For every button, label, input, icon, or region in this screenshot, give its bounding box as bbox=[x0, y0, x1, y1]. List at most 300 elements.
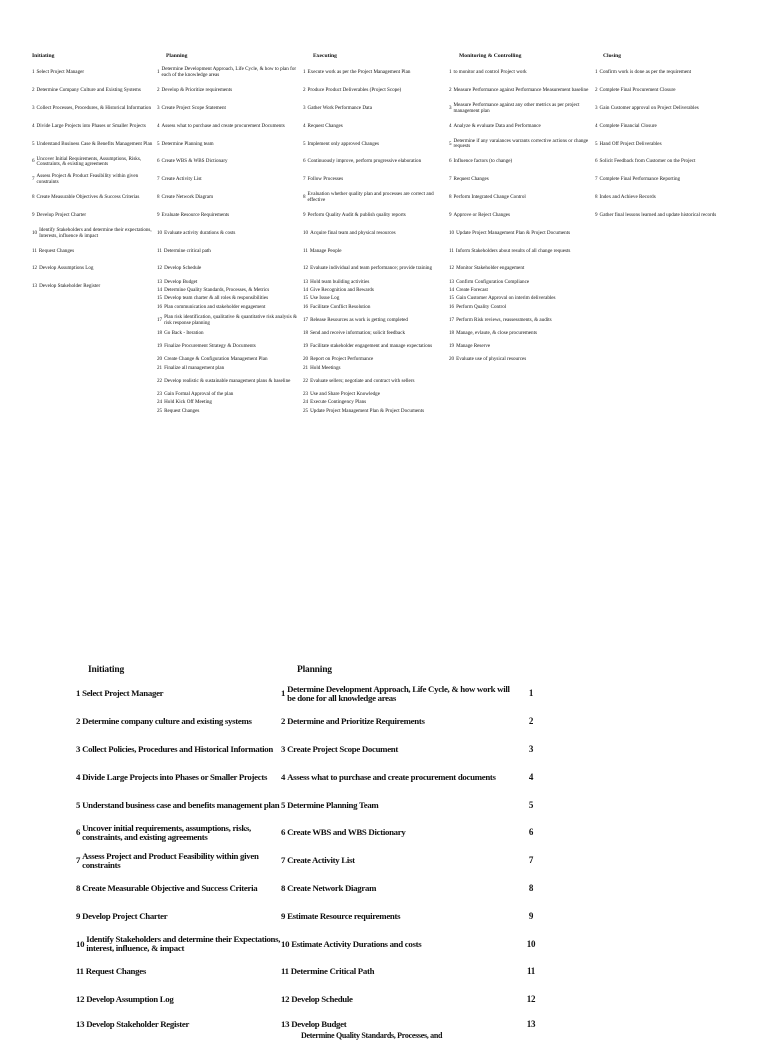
item-number: 8 bbox=[281, 882, 286, 893]
item-text: Evaluate use of physical resources bbox=[456, 356, 527, 363]
item-number: 6 bbox=[281, 827, 286, 838]
table-cell bbox=[157, 242, 303, 260]
table-cell bbox=[595, 153, 755, 171]
item-number: 10 bbox=[76, 938, 85, 949]
item-number: 20 bbox=[303, 356, 309, 363]
table-cell bbox=[303, 189, 449, 207]
table-cell bbox=[157, 100, 303, 118]
table-cell bbox=[303, 260, 449, 278]
table-cell bbox=[595, 100, 755, 118]
row-number: 2 bbox=[528, 716, 534, 727]
table-row bbox=[76, 986, 546, 1014]
item-number: 8 bbox=[303, 194, 306, 201]
table-cell bbox=[303, 373, 449, 391]
item-text: Complete Final Procurement Closure bbox=[599, 86, 676, 93]
table-cell bbox=[303, 82, 449, 100]
item-text: Request Changes bbox=[453, 176, 489, 183]
item-number: 9 bbox=[595, 211, 598, 218]
item-number: 9 bbox=[449, 211, 452, 218]
item-text: Develop Schedule bbox=[164, 265, 202, 272]
item-number: 19 bbox=[303, 343, 309, 350]
table-cell bbox=[157, 135, 303, 153]
table-cell bbox=[303, 242, 449, 260]
table-cell bbox=[157, 312, 303, 330]
table-cell bbox=[157, 330, 303, 338]
item-text: Request Changes bbox=[164, 407, 200, 414]
item-number: 7 bbox=[76, 855, 81, 866]
item-text: Evaluate individual and team performance; provide training bbox=[310, 265, 433, 272]
item-number: 6 bbox=[157, 158, 160, 165]
item-text: Inform Stakeholders about results of all change requests bbox=[455, 247, 571, 254]
item-number: 6 bbox=[449, 158, 452, 165]
item-number: 20 bbox=[449, 356, 455, 363]
item-text: Request Changes bbox=[38, 247, 75, 254]
process-group-columns bbox=[26, 48, 766, 416]
item-number: 8 bbox=[449, 194, 452, 201]
table-cell bbox=[26, 100, 157, 118]
item-number: 13 bbox=[449, 278, 455, 285]
cutoff-row-text: Determine Quality Standards, Processes, and bbox=[301, 1030, 443, 1040]
table-cell bbox=[157, 225, 303, 243]
table-cell bbox=[157, 356, 303, 364]
table-cell bbox=[449, 260, 595, 278]
item-text: Index and Achieve Records bbox=[599, 194, 656, 201]
initiating-list bbox=[26, 64, 157, 296]
table-cell bbox=[449, 171, 595, 189]
item-number: 4 bbox=[281, 771, 286, 782]
item-text: Plan risk identification, qualitative & quantitative risk analysis & risk response planning bbox=[164, 314, 297, 326]
item-number: 11 bbox=[281, 966, 289, 977]
table-cell bbox=[26, 118, 157, 136]
item-number: 4 bbox=[303, 122, 306, 129]
item-number: 11 bbox=[157, 247, 162, 254]
item-number: 10 bbox=[157, 229, 163, 236]
item-text: Create Forecast bbox=[456, 286, 488, 293]
item-text: Give Recognition and Rewards bbox=[310, 286, 374, 293]
item-number: 7 bbox=[303, 176, 306, 183]
table-cell bbox=[26, 278, 157, 296]
item-number: 7 bbox=[281, 855, 286, 866]
table-cell bbox=[449, 312, 595, 330]
item-number: 8 bbox=[32, 194, 35, 201]
item-text: Develop Budget bbox=[291, 1019, 347, 1030]
item-number: 12 bbox=[449, 265, 455, 272]
item-number: 14 bbox=[303, 286, 309, 293]
table-cell bbox=[303, 287, 449, 295]
item-number: 16 bbox=[449, 303, 455, 310]
row-number: 3 bbox=[528, 743, 534, 754]
item-number: 18 bbox=[449, 329, 455, 336]
item-text: Approve or Reject Changes bbox=[453, 211, 510, 218]
table-cell bbox=[157, 390, 303, 398]
item-number: 4 bbox=[595, 122, 598, 129]
item-number: 25 bbox=[303, 407, 309, 414]
item-number: 2 bbox=[32, 86, 35, 93]
item-text: Go Back - Iteration bbox=[164, 329, 204, 336]
planning-cell bbox=[281, 763, 516, 791]
item-text: Request Changes bbox=[85, 966, 146, 977]
item-text: Determine company culture and existing systems bbox=[82, 716, 252, 727]
table-cell bbox=[449, 287, 595, 295]
table-cell bbox=[303, 118, 449, 136]
table-cell bbox=[449, 189, 595, 207]
table-cell bbox=[303, 338, 449, 356]
table-cell bbox=[449, 64, 595, 82]
item-text: Send and receive information; solicit feedback bbox=[310, 329, 405, 336]
item-text: Hold Meetings bbox=[310, 364, 341, 371]
item-number: 1 bbox=[76, 688, 81, 699]
table-row bbox=[76, 875, 546, 903]
table-cell bbox=[595, 171, 755, 189]
zoomed-rows bbox=[76, 680, 546, 1040]
table-cell bbox=[157, 407, 303, 415]
item-text: Implement only approved Changes bbox=[307, 140, 379, 147]
table-cell bbox=[449, 338, 595, 356]
item-number: 3 bbox=[281, 743, 286, 754]
table-cell bbox=[449, 118, 595, 136]
item-text: Select Project Manager bbox=[36, 69, 85, 76]
column-planning bbox=[157, 48, 303, 416]
item-number: 11 bbox=[449, 247, 454, 254]
initiating-cell bbox=[76, 986, 281, 1014]
table-cell bbox=[303, 171, 449, 189]
table-cell bbox=[157, 287, 303, 295]
item-text: Gain Customer Approval on interim deliverables bbox=[456, 295, 556, 302]
item-number: 6 bbox=[32, 158, 35, 165]
table-cell bbox=[26, 135, 157, 153]
item-text: Manage People bbox=[309, 247, 342, 254]
item-text: Develop & Prioritize requirements bbox=[161, 86, 233, 93]
item-text: Manage, evlaute, & close procurements bbox=[456, 329, 537, 336]
item-number: 14 bbox=[157, 286, 163, 293]
item-text: Determine Planning team bbox=[161, 140, 214, 147]
item-number: 5 bbox=[449, 140, 452, 147]
item-number: 10 bbox=[32, 229, 38, 236]
item-text: Gain Formal Approval of the plan bbox=[164, 390, 234, 397]
row-number: 4 bbox=[528, 771, 534, 782]
item-text: Hold Kick Off Meeting bbox=[164, 399, 212, 406]
item-text: Facilitate stakeholder engagement and manage expectations bbox=[310, 343, 433, 350]
item-number: 25 bbox=[157, 407, 163, 414]
item-text: Determine Quality Standards, Processes, & Metrics bbox=[164, 286, 270, 293]
planning-cell bbox=[281, 680, 516, 708]
table-row bbox=[76, 708, 546, 736]
item-text: Perform Integrated Change Control bbox=[453, 194, 526, 201]
planning-cell bbox=[281, 847, 516, 875]
item-text: Create Change & Configuration Management Plan bbox=[164, 356, 268, 363]
header-initiating: Initiating bbox=[32, 53, 55, 59]
table-row bbox=[76, 736, 546, 764]
row-number: 5 bbox=[528, 799, 534, 810]
item-text: Select Project Manager bbox=[82, 688, 164, 699]
column-initiating bbox=[26, 48, 157, 416]
initiating-cell bbox=[76, 930, 281, 958]
table-cell bbox=[595, 118, 755, 136]
item-text: Develop Schedule bbox=[291, 994, 353, 1005]
item-number: 21 bbox=[157, 364, 163, 371]
item-number: 6 bbox=[303, 158, 306, 165]
item-number: 19 bbox=[157, 343, 163, 350]
item-text: Determine Development Approach, Life Cycle, & how work will be done for all knowledge areas bbox=[287, 683, 510, 703]
item-text: Determine Company Culture and Existing Systems bbox=[36, 86, 141, 93]
item-text: Complete Final Performance Reporting bbox=[599, 176, 681, 183]
item-text: Estimate Activity Durations and costs bbox=[291, 938, 422, 949]
item-text: Facilitate Conflict Resolution bbox=[310, 303, 371, 310]
item-text: Perform Risk reviews, reassessments, & audits bbox=[456, 316, 552, 323]
executing-list bbox=[303, 64, 449, 416]
item-number: 5 bbox=[76, 799, 81, 810]
item-number: 10 bbox=[281, 938, 290, 949]
item-text: Gain Customer approval on Project Deliverables bbox=[599, 104, 699, 111]
item-number: 7 bbox=[157, 176, 160, 183]
table-cell bbox=[303, 207, 449, 225]
item-number: 4 bbox=[449, 122, 452, 129]
item-text: Understand Business Case & Benefits Management Plan bbox=[36, 140, 153, 147]
table-cell bbox=[303, 100, 449, 118]
item-number: 13 bbox=[281, 1019, 290, 1030]
table-row bbox=[76, 791, 546, 819]
row-number: 11 bbox=[527, 966, 535, 977]
item-number: 5 bbox=[157, 140, 160, 147]
item-text: Manage Reserve bbox=[456, 343, 491, 350]
item-number: 3 bbox=[449, 104, 452, 111]
item-text: Update Project Management Plan & Project Documents bbox=[456, 229, 571, 236]
item-number: 9 bbox=[157, 211, 160, 218]
item-text: Divide Large Projects into Phases or Smaller Projects bbox=[36, 122, 146, 129]
table-cell bbox=[303, 407, 449, 415]
table-cell bbox=[157, 338, 303, 356]
item-text: Execute work as per the Project Management Plan bbox=[307, 69, 411, 76]
item-number: 9 bbox=[32, 211, 35, 218]
item-number: 17 bbox=[449, 316, 455, 323]
item-number: 15 bbox=[449, 295, 455, 302]
item-number: 11 bbox=[303, 247, 308, 254]
item-text: Request Changes bbox=[307, 122, 343, 129]
table-cell bbox=[26, 242, 157, 260]
item-text: Create Measurable Objectives & Success Criterias bbox=[36, 194, 140, 201]
table-cell bbox=[26, 260, 157, 278]
item-number: 23 bbox=[303, 390, 309, 397]
table-cell bbox=[449, 278, 595, 286]
item-number: 3 bbox=[32, 104, 35, 111]
item-number: 1 bbox=[281, 688, 286, 699]
item-number: 9 bbox=[303, 211, 306, 218]
item-text: Measure Performance against Performance Measurement baseline bbox=[453, 86, 589, 93]
item-number: 13 bbox=[76, 1019, 85, 1030]
table-row bbox=[76, 680, 546, 708]
item-text: Develop team charter & all roles & responsibilities bbox=[164, 295, 269, 302]
item-text: Create WBS & WBS Dictionary bbox=[161, 158, 228, 165]
planning-cell bbox=[281, 875, 516, 903]
header-planning: Planning bbox=[166, 53, 188, 59]
item-number: 8 bbox=[595, 194, 598, 201]
table-cell bbox=[449, 330, 595, 338]
table-cell bbox=[449, 242, 595, 260]
item-number: 4 bbox=[76, 771, 81, 782]
column-executing bbox=[303, 48, 449, 416]
item-number: 1 bbox=[449, 69, 452, 76]
item-text: Uncover Initial Requirements, Assumptions, Risks, Constraints, & existing agreements bbox=[36, 155, 142, 168]
item-number: 22 bbox=[303, 377, 309, 384]
initiating-cell bbox=[76, 680, 281, 708]
item-number: 24 bbox=[303, 399, 309, 406]
table-cell bbox=[157, 260, 303, 278]
item-number: 2 bbox=[449, 86, 452, 93]
table-cell bbox=[26, 82, 157, 100]
item-text: Develop Stakeholder Register bbox=[86, 1019, 190, 1030]
item-number: 14 bbox=[449, 286, 455, 293]
table-cell bbox=[449, 303, 595, 311]
item-text: Perform Quality Audit & publish quality reports bbox=[307, 211, 406, 218]
item-text: Finalize all management plan bbox=[164, 364, 225, 371]
item-text: Determine Development Approach, Life Cycle, & how to plan for each of the knowledge areas bbox=[161, 66, 297, 78]
table-cell bbox=[303, 153, 449, 171]
item-number: 1 bbox=[303, 69, 306, 76]
item-text: Report on Project Performance bbox=[310, 356, 374, 363]
item-number: 21 bbox=[303, 364, 309, 371]
item-number: 12 bbox=[281, 994, 290, 1005]
item-text: Confirm Configuration Compliance bbox=[456, 278, 530, 285]
item-text: Solicit Feedback from Customer on the Project bbox=[599, 158, 696, 165]
item-number: 7 bbox=[32, 176, 35, 183]
item-text: Acquire final team and physical resources bbox=[310, 229, 396, 236]
item-number: 20 bbox=[157, 356, 163, 363]
initiating-cell bbox=[76, 819, 281, 847]
table-cell bbox=[157, 64, 303, 82]
column-closing bbox=[595, 48, 755, 416]
item-number: 5 bbox=[595, 140, 598, 147]
item-text: Monitor Stakeholder engagement bbox=[456, 265, 525, 272]
planning-list bbox=[157, 64, 303, 416]
table-cell bbox=[303, 364, 449, 372]
item-number: 13 bbox=[32, 283, 38, 290]
item-text: Develop Project Charter bbox=[36, 211, 87, 218]
row-number: 6 bbox=[528, 827, 534, 838]
item-number: 12 bbox=[32, 265, 38, 272]
item-number: 1 bbox=[595, 69, 598, 76]
table-row bbox=[76, 763, 546, 791]
item-text: Determine Critical Path bbox=[290, 966, 375, 977]
item-number: 10 bbox=[449, 229, 455, 236]
table-cell bbox=[595, 82, 755, 100]
table-cell bbox=[449, 225, 595, 243]
row-number: 10 bbox=[526, 938, 536, 949]
item-number: 8 bbox=[157, 194, 160, 201]
item-text: Collect Policies, Procedures and Historical Information bbox=[82, 743, 273, 754]
zoomed-header-initiating: Initiating bbox=[88, 665, 125, 675]
header-monitoring-controlling: Monitoring & Controlling bbox=[459, 53, 522, 59]
item-text: Use and Share Project Knowledge bbox=[310, 390, 380, 397]
table-cell bbox=[26, 225, 157, 243]
item-text: Evaluation whether quality plan and processes are correct and effective bbox=[307, 191, 434, 203]
item-number: 2 bbox=[281, 716, 286, 727]
item-text: Use Issue Log bbox=[310, 295, 340, 302]
item-text: Determine Planning Team bbox=[287, 799, 379, 810]
table-cell bbox=[303, 399, 449, 407]
table-cell bbox=[157, 82, 303, 100]
table-cell bbox=[449, 135, 595, 153]
item-text: Influence factors (to change) bbox=[453, 158, 513, 165]
item-number: 9 bbox=[76, 910, 81, 921]
planning-cell bbox=[281, 736, 516, 764]
item-number: 5 bbox=[281, 799, 286, 810]
table-cell bbox=[449, 295, 595, 303]
table-cell bbox=[449, 82, 595, 100]
table-cell bbox=[157, 373, 303, 391]
zoomed-table bbox=[76, 656, 546, 1040]
item-number: 5 bbox=[303, 140, 306, 147]
item-number: 18 bbox=[157, 329, 163, 336]
item-text: Determine and Prioritize Requirements bbox=[287, 716, 425, 727]
item-number: 3 bbox=[303, 104, 306, 111]
header-closing: Closing bbox=[603, 53, 622, 59]
table-cell bbox=[595, 189, 755, 207]
initiating-cell bbox=[76, 847, 281, 875]
item-text: Divide Large Projects into Phases or Smaller Projects bbox=[82, 771, 268, 782]
item-text: Understand business case and benefits management plan bbox=[82, 799, 280, 810]
item-number: 6 bbox=[595, 158, 598, 165]
item-number: 3 bbox=[157, 104, 160, 111]
item-text: Create Activity List bbox=[161, 176, 202, 183]
item-text: Release Resources as work is getting completed bbox=[310, 316, 408, 323]
initiating-cell bbox=[76, 791, 281, 819]
row-number: 13 bbox=[526, 1019, 536, 1030]
zoomed-header-row bbox=[76, 656, 546, 680]
item-number: 22 bbox=[157, 377, 163, 384]
table-cell bbox=[303, 64, 449, 82]
item-text: Assess what to purchase and create procurement documents bbox=[287, 771, 496, 782]
item-number: 2 bbox=[303, 86, 306, 93]
table-cell bbox=[157, 153, 303, 171]
item-number: 3 bbox=[76, 743, 81, 754]
planning-cell bbox=[281, 819, 516, 847]
table-cell bbox=[157, 171, 303, 189]
header-executing: Executing bbox=[313, 53, 337, 59]
item-text: Assess Project & Product Feasibility within given constraints bbox=[36, 173, 139, 185]
item-text: Create Network Diagram bbox=[161, 194, 214, 201]
table-cell bbox=[303, 278, 449, 286]
item-number: 17 bbox=[157, 316, 163, 323]
initiating-cell bbox=[76, 708, 281, 736]
table-cell bbox=[26, 64, 157, 82]
item-number: 18 bbox=[303, 329, 309, 336]
table-cell bbox=[303, 295, 449, 303]
planning-cell bbox=[281, 930, 516, 958]
table-cell bbox=[157, 399, 303, 407]
row-number: 12 bbox=[526, 994, 536, 1005]
table-cell bbox=[449, 153, 595, 171]
row-number: 8 bbox=[528, 882, 534, 893]
planning-cell bbox=[281, 958, 516, 986]
item-number: 10 bbox=[303, 229, 309, 236]
item-text: Hand Off Project Deliverables bbox=[599, 140, 662, 147]
item-number: 12 bbox=[76, 994, 85, 1005]
planning-cell bbox=[281, 791, 516, 819]
item-text: Gather Work Performance Data bbox=[307, 104, 372, 111]
table-cell bbox=[303, 356, 449, 364]
item-text: Create WBS and WBS Dictionary bbox=[287, 827, 406, 838]
zoomed-header-planning: Planning bbox=[297, 665, 332, 675]
table-cell bbox=[157, 295, 303, 303]
item-text: Collect Processes, Procedures, & Historical Information bbox=[36, 104, 151, 111]
table-cell bbox=[449, 356, 595, 364]
item-number: 7 bbox=[449, 176, 452, 183]
item-number: 2 bbox=[157, 86, 160, 93]
table-cell bbox=[449, 207, 595, 225]
item-number: 1 bbox=[32, 69, 35, 76]
table-cell bbox=[26, 171, 157, 189]
item-text: Assess Project and Product Feasibility within given constraints bbox=[82, 850, 259, 870]
